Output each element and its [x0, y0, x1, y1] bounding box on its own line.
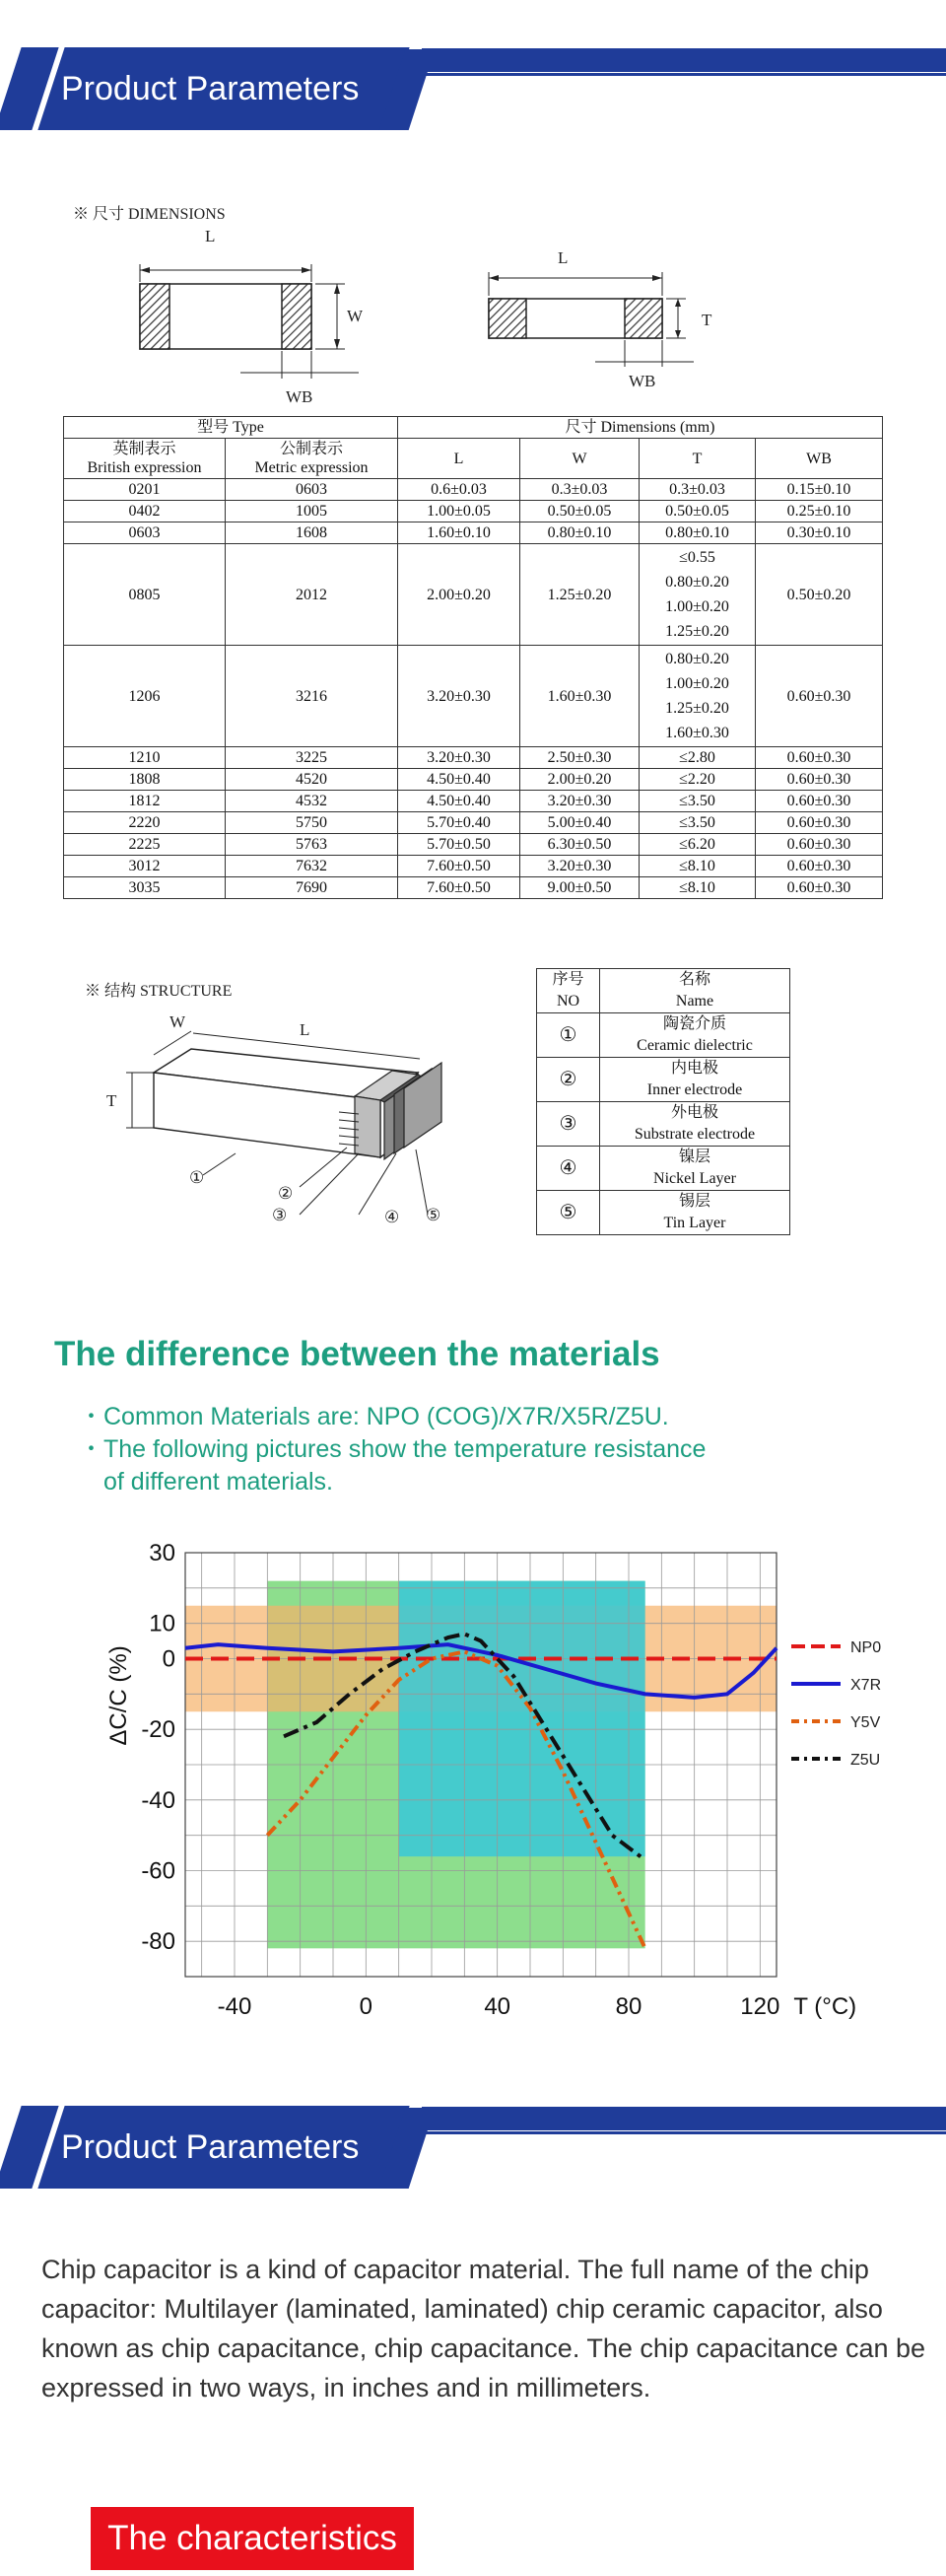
table-row: [64, 769, 883, 791]
cell-metric: 1608: [226, 522, 398, 544]
dimensions-heading: ※ 尺寸 DIMENSIONS: [73, 206, 226, 223]
table-row: [64, 791, 883, 812]
cell-T: ≤6.20: [640, 834, 756, 856]
table-row: [537, 1013, 790, 1058]
table-row: [537, 1147, 790, 1191]
materials-bullet-2-cont: of different materials.: [103, 1468, 333, 1496]
cell-name: 陶瓷介质 Ceramic dielectric: [600, 1013, 790, 1058]
legend-label-x7r: X7R: [850, 1677, 882, 1694]
cell-WB: 0.25±0.10: [756, 501, 883, 522]
banner-bar: [422, 2107, 946, 2130]
struct-label-3: ③: [272, 1206, 288, 1225]
cell-metric: 5750: [226, 812, 398, 834]
cell-T: ≤3.50: [640, 812, 756, 834]
banner-line: [406, 2131, 946, 2134]
cell-T: ≤8.10: [640, 877, 756, 899]
y-tick-label: 30: [149, 1540, 175, 1566]
cell-T: 0.80±0.10: [640, 522, 756, 544]
cell-no: ⑤: [537, 1191, 600, 1235]
cell-WB: 0.60±0.30: [756, 834, 883, 856]
legend-label-z5u: Z5U: [850, 1752, 881, 1769]
cell-british: 0201: [64, 479, 226, 501]
dim-label-L: L: [205, 227, 216, 245]
cell-no: ③: [537, 1102, 600, 1147]
cell-name: 锡层 Tin Layer: [600, 1191, 790, 1235]
cell-WB: 0.60±0.30: [756, 812, 883, 834]
temperature-chart: [105, 1528, 914, 2020]
table-row: [537, 1191, 790, 1235]
structure-drawing: [63, 964, 477, 1260]
cell-british: 1206: [64, 646, 226, 747]
structure-heading: ※ 结构 STRUCTURE: [85, 983, 233, 1000]
table-row: [537, 1102, 790, 1147]
struct-label-5: ⑤: [426, 1206, 441, 1225]
y-tick-label: -40: [141, 1786, 175, 1814]
cell-WB: 0.60±0.30: [756, 856, 883, 877]
x-tick-label: 80: [615, 1993, 642, 2020]
cell-W: 5.00±0.40: [520, 812, 640, 834]
cell-W: 3.20±0.30: [520, 791, 640, 812]
struct-label-T: T: [106, 1091, 117, 1110]
head-name: 名称 Name: [600, 969, 790, 1013]
materials-bullets: [79, 1401, 706, 1498]
cell-L: 2.00±0.20: [398, 544, 520, 646]
x-tick-label: 120: [740, 1993, 780, 2020]
legend-label-np0: NP0: [850, 1639, 882, 1656]
cell-L: 4.50±0.40: [398, 769, 520, 791]
table-row: [64, 812, 883, 834]
table-row: [64, 747, 883, 769]
cell-no: ④: [537, 1147, 600, 1191]
cell-WB: 0.15±0.10: [756, 479, 883, 501]
cell-british: 1812: [64, 791, 226, 812]
cell-metric: 5763: [226, 834, 398, 856]
dimension-table: [63, 416, 883, 899]
col-L: L: [398, 439, 520, 479]
table-row: [64, 646, 883, 747]
dim-label-WB: WB: [286, 387, 313, 406]
side-label-WB: WB: [629, 372, 656, 390]
table-row: [64, 522, 883, 544]
top-view-drawing: [140, 264, 359, 379]
cell-L: 7.60±0.50: [398, 856, 520, 877]
banner-bar: [422, 48, 946, 72]
cell-WB: 0.60±0.30: [756, 791, 883, 812]
cell-british: 0402: [64, 501, 226, 522]
banner-title: Product Parameters: [61, 2128, 360, 2166]
cell-british: 3035: [64, 877, 226, 899]
x-tick-label: -40: [217, 1993, 252, 2020]
cell-no: ②: [537, 1058, 600, 1102]
head-no: 序号 NO: [537, 969, 600, 1013]
cell-L: 3.20±0.30: [398, 646, 520, 747]
header-type: 型号 Type: [64, 417, 398, 439]
side-view-drawing: [489, 272, 694, 367]
region-2: [399, 1581, 645, 1857]
cell-WB: 0.50±0.20: [756, 544, 883, 646]
cell-W: 6.30±0.50: [520, 834, 640, 856]
table-row: [64, 501, 883, 522]
bottom-banner: [0, 2058, 946, 2166]
cell-metric: 4520: [226, 769, 398, 791]
cell-WB: 0.30±0.10: [756, 522, 883, 544]
banner-title: Product Parameters: [61, 70, 360, 107]
table-row: [64, 544, 883, 646]
cell-L: 3.20±0.30: [398, 747, 520, 769]
cell-T: 0.3±0.03: [640, 479, 756, 501]
cell-no: ①: [537, 1013, 600, 1058]
cell-british: 0805: [64, 544, 226, 646]
cell-british: 2225: [64, 834, 226, 856]
cell-L: 1.60±0.10: [398, 522, 520, 544]
cell-WB: 0.60±0.30: [756, 769, 883, 791]
cell-W: 3.20±0.30: [520, 856, 640, 877]
cell-WB: 0.60±0.30: [756, 747, 883, 769]
col-W: W: [520, 439, 640, 479]
cell-name: 外电极 Substrate electrode: [600, 1102, 790, 1147]
cell-W: 0.50±0.05: [520, 501, 640, 522]
y-tick-label: -60: [141, 1857, 175, 1885]
y-tick-label: -20: [141, 1716, 175, 1744]
cell-name: 镍层 Nickel Layer: [600, 1147, 790, 1191]
table-row: [64, 479, 883, 501]
table-row: [64, 834, 883, 856]
col-WB: WB: [756, 439, 883, 479]
characteristics-label: The characteristics: [91, 2507, 414, 2570]
dim-label-W: W: [347, 307, 364, 325]
cell-british: 2220: [64, 812, 226, 834]
cell-T: 0.80±0.20 1.00±0.20 1.25±0.20 1.60±0.30: [640, 646, 756, 747]
materials-bullet-1: ・Common Materials are: NPO (COG)/X7R/X5R/Z5U.: [79, 1403, 669, 1430]
y-axis-label: ΔC/C (%): [105, 1645, 132, 1746]
cell-WB: 0.60±0.30: [756, 877, 883, 899]
cell-metric: 7690: [226, 877, 398, 899]
y-tick-label: 0: [162, 1645, 175, 1673]
dimensions-drawing: [63, 193, 887, 415]
cell-L: 5.70±0.50: [398, 834, 520, 856]
cell-T: ≤2.20: [640, 769, 756, 791]
side-label-T: T: [702, 311, 712, 329]
cell-L: 7.60±0.50: [398, 877, 520, 899]
structure-table: [536, 968, 790, 1235]
side-label-L: L: [558, 248, 569, 267]
cell-british: 1808: [64, 769, 226, 791]
cell-W: 2.50±0.30: [520, 747, 640, 769]
cell-L: 4.50±0.40: [398, 791, 520, 812]
struct-label-L: L: [300, 1020, 310, 1039]
cell-T: ≤3.50: [640, 791, 756, 812]
cell-W: 0.80±0.10: [520, 522, 640, 544]
banner-line: [406, 73, 946, 76]
table-row: [537, 1058, 790, 1102]
cell-name: 内电极 Inner electrode: [600, 1058, 790, 1102]
materials-bullet-2: ・The following pictures show the temperature resistance: [79, 1435, 707, 1463]
cell-british: 3012: [64, 856, 226, 877]
y-tick-label: -80: [141, 1928, 175, 1956]
cell-W: 1.60±0.30: [520, 646, 640, 747]
top-banner: [0, 0, 946, 107]
cell-metric: 2012: [226, 544, 398, 646]
x-tick-label: 40: [484, 1993, 511, 2020]
cell-L: 1.00±0.05: [398, 501, 520, 522]
cell-metric: 1005: [226, 501, 398, 522]
cell-T: ≤0.55 0.80±0.20 1.00±0.20 1.25±0.20: [640, 544, 756, 646]
struct-label-4: ④: [384, 1208, 400, 1227]
cell-metric: 3216: [226, 646, 398, 747]
cell-W: 9.00±0.50: [520, 877, 640, 899]
cell-L: 5.70±0.40: [398, 812, 520, 834]
struct-label-1: ①: [189, 1168, 205, 1188]
cell-T: ≤8.10: [640, 856, 756, 877]
intro-paragraph: Chip capacitor is a kind of capacitor material. The full name of the chip capacitor: Multilayer (laminated, laminated) chip ceramic capacitor, also known as chip capacitance, chip capacitance. The chip capacitance can be expressed in two ways, in inches and in millimeters.: [41, 2255, 926, 2402]
x-axis-label: T (°C): [793, 1993, 857, 2020]
col-british: 英制表示 British expression: [64, 439, 226, 479]
legend-label-y5v: Y5V: [850, 1714, 881, 1731]
y-tick-label: 10: [149, 1610, 175, 1637]
table-row: [64, 877, 883, 899]
cell-WB: 0.60±0.30: [756, 646, 883, 747]
cell-metric: 7632: [226, 856, 398, 877]
header-size: 尺寸 Dimensions (mm): [398, 417, 883, 439]
cell-W: 2.00±0.20: [520, 769, 640, 791]
struct-label-W: W: [169, 1012, 186, 1031]
struct-label-2: ②: [278, 1184, 294, 1204]
cell-british: 1210: [64, 747, 226, 769]
col-T: T: [640, 439, 756, 479]
cell-metric: 3225: [226, 747, 398, 769]
structure-rows: [537, 1013, 790, 1235]
cell-W: 0.3±0.03: [520, 479, 640, 501]
cell-T: 0.50±0.05: [640, 501, 756, 522]
dimension-rows: [64, 479, 883, 899]
cell-W: 1.25±0.20: [520, 544, 640, 646]
cell-british: 0603: [64, 522, 226, 544]
cell-T: ≤2.80: [640, 747, 756, 769]
cell-metric: 4532: [226, 791, 398, 812]
table-row: [64, 856, 883, 877]
cell-L: 0.6±0.03: [398, 479, 520, 501]
cell-metric: 0603: [226, 479, 398, 501]
structure-section: [63, 964, 887, 1260]
col-metric: 公制表示 Metric expression: [226, 439, 398, 479]
materials-title: The difference between the materials: [54, 1335, 660, 1373]
x-tick-label: 0: [359, 1993, 373, 2020]
